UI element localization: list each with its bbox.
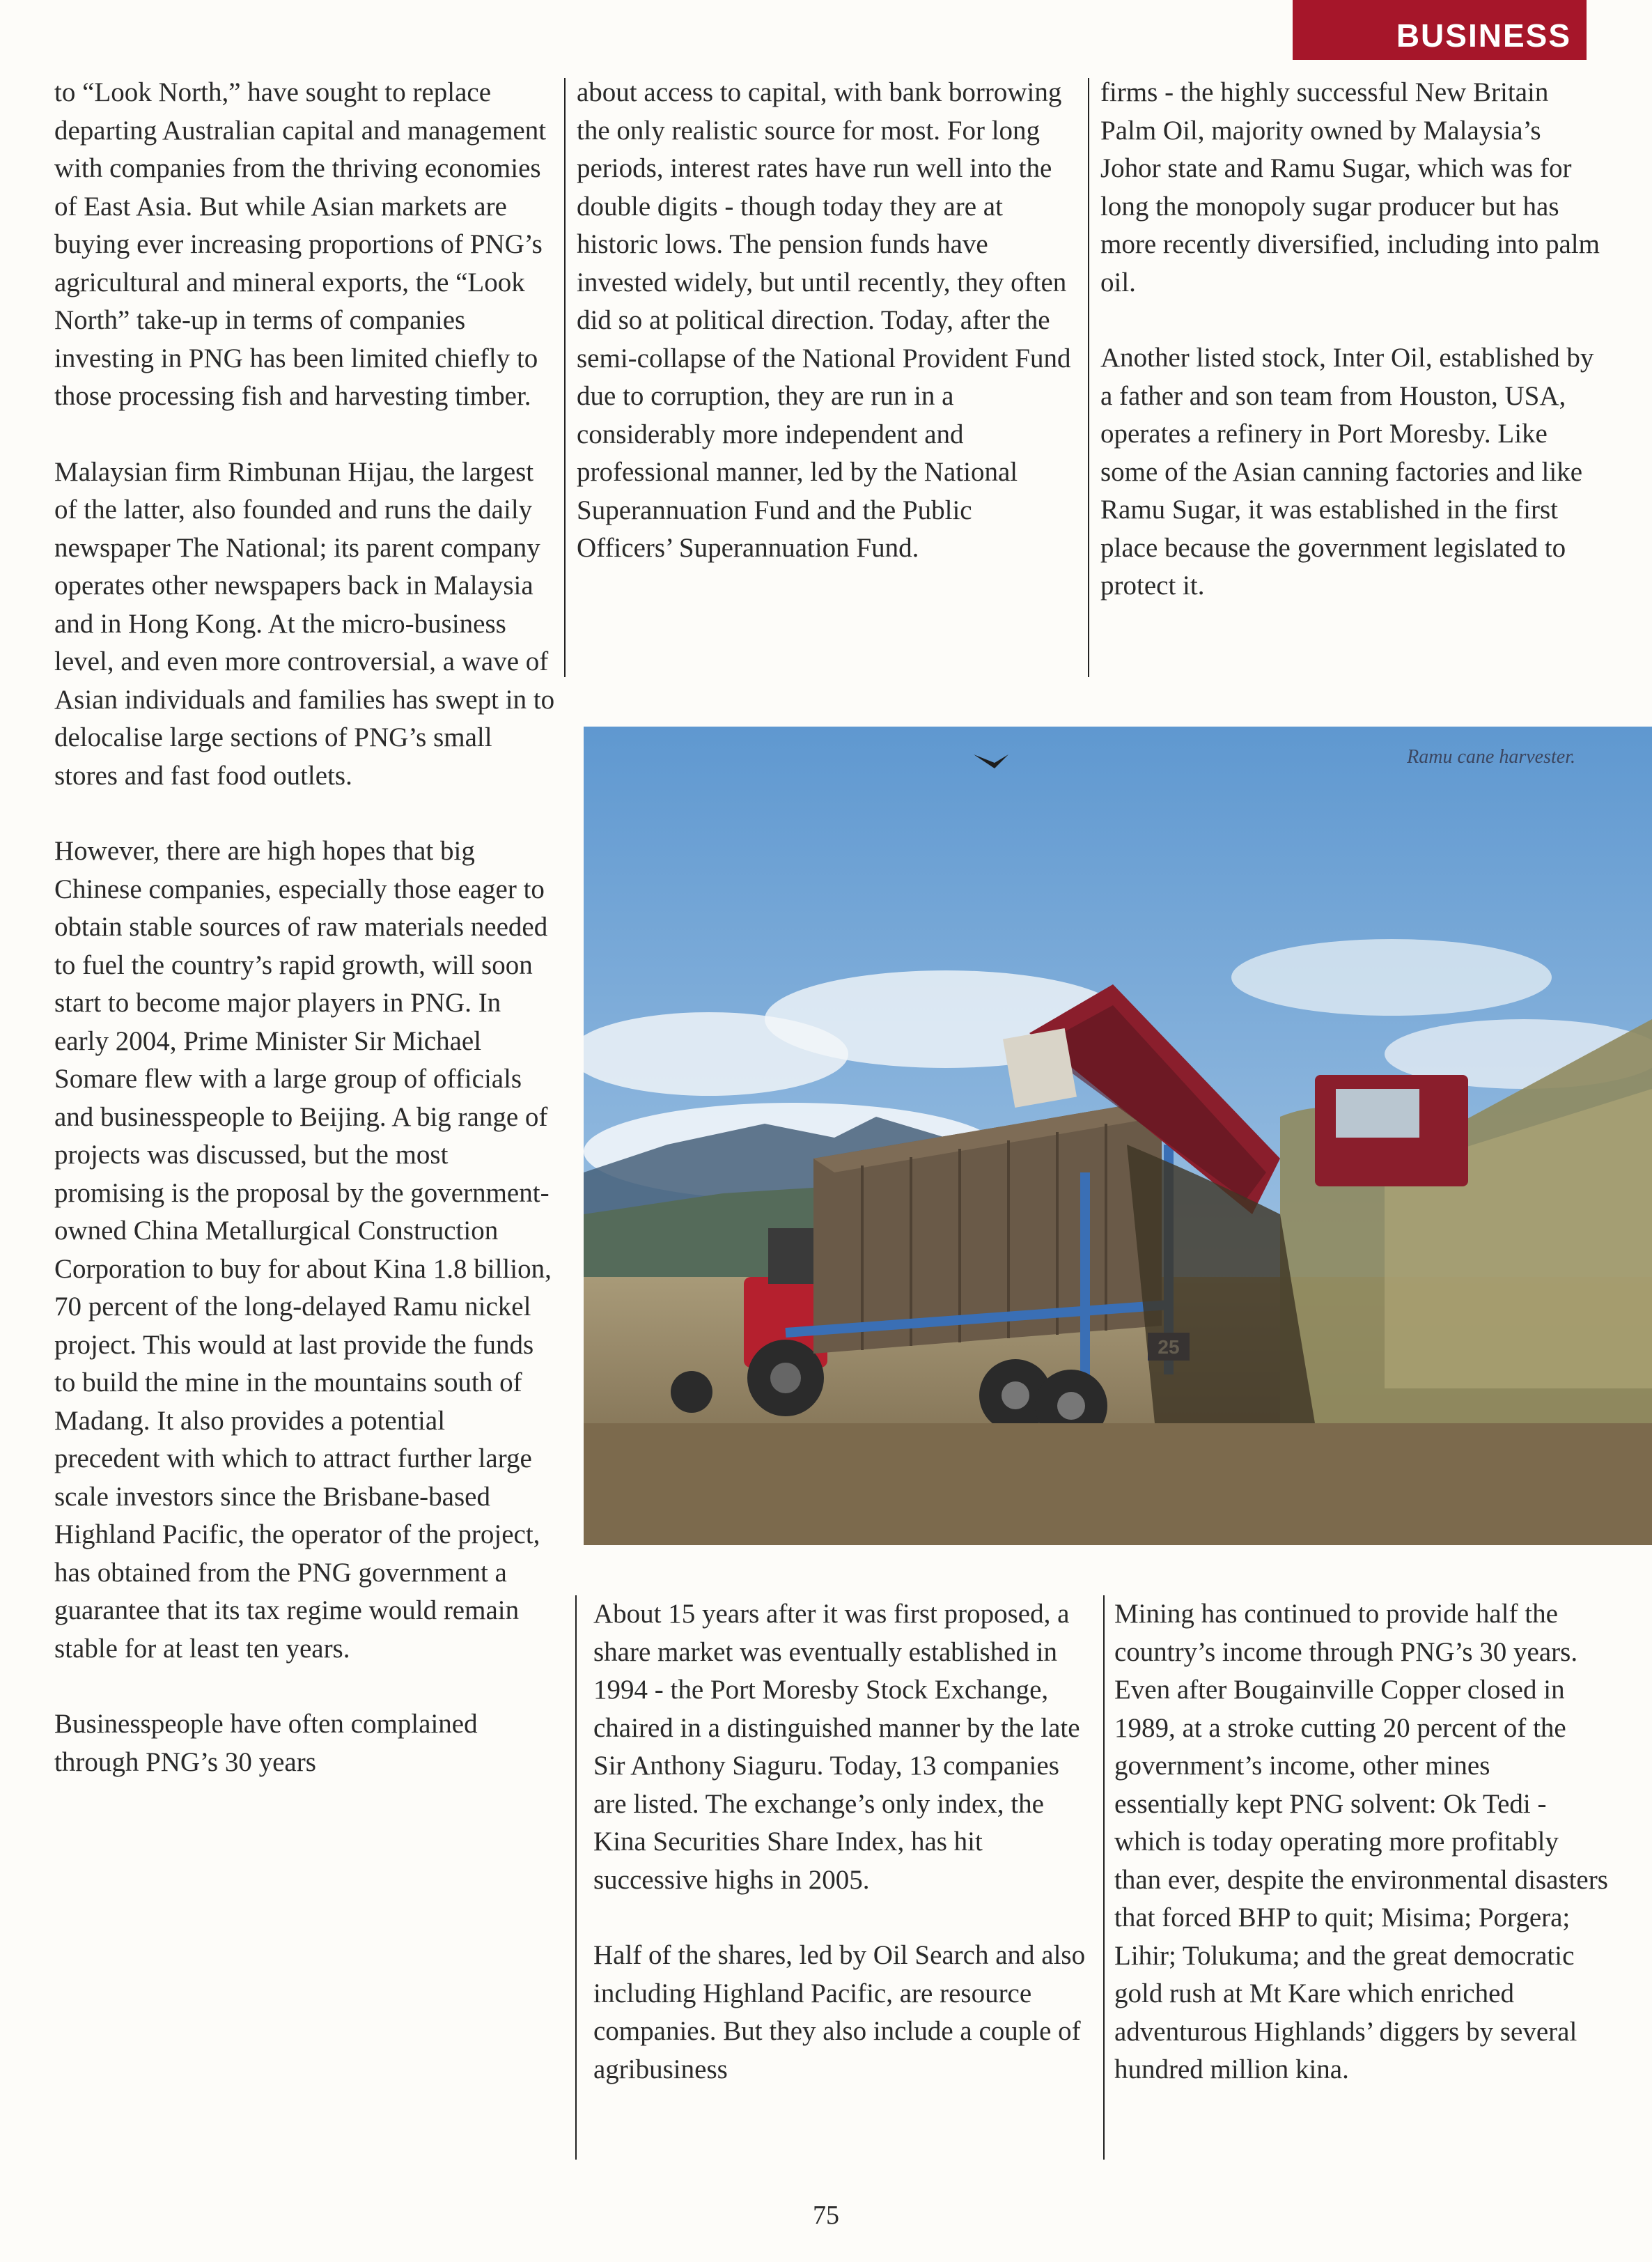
column-1 bbox=[54, 74, 557, 1781]
paragraph: Malaysian firm Rimbunan Hijau, the largest of the latter, also founded and runs the daily newspaper The National; its parent company operates other newspapers back in Malaysia and in Hong Kong. At the micro-business level, and even more controversial, a wave of Asian individuals and families has swept in to delocalise large sections of PNG’s small stores and fast food outlets. bbox=[54, 456, 555, 791]
column-3-bottom bbox=[1114, 1595, 1610, 2089]
paragraph: about access to capital, with bank borrowing the only realistic source for most. For long periods, interest rates have run well into the double digits - though today they are at historic lows. The pension funds have invested widely, but until recently, they often did so at political direction. Today, after the semi-collapse of the National Provident Fund due to corruption, they are run in a considerably more independent and professional manner, led by the National Superannuation Fund and the Public Officers’ Superannuation Fund. bbox=[577, 77, 1071, 563]
column-rule bbox=[1103, 1595, 1105, 2160]
paragraph: However, there are high hopes that big Chinese companies, especially those eager to obtain stable sources of raw materials needed to fuel the country’s rapid growth, will soon start to become major players in PNG. In early 2004, Prime Minister Sir Michael Somare flew with a large group of officials and businesspeople to Beijing. A big range of projects was discussed, but the most promising is the proposal by the government-owned China Metallurgical Construction Corporation to buy for about Kina 1.8 billion, 70 percent of the long-delayed Ramu nickel project. This would at last provide the funds to build the mine in the mountains south of Madang. It also provides a potential precedent with which to attract further large scale investors since the Brisbane-based Highland Pacific, the operator of the project, has obtained from the PNG government a guarantee that its tax regime would remain stable for at least ten years. bbox=[54, 836, 552, 1664]
paragraph: Half of the shares, led by Oil Search and also including Highland Pacific, are resource companies. But they also include a couple of agribusiness bbox=[593, 1940, 1086, 2084]
paragraph: Businesspeople have often complained through PNG’s 30 years bbox=[54, 1709, 478, 1777]
paragraph: to “Look North,” have sought to replace departing Australian capital and management with companies from the thriving economies of East Asia. But while Asian markets are buying ever increasing proportions of PNG’s agricultural and mineral exports, the “Look North” take-up in terms of companies investing in PNG has been limited chiefly to those processing fish and harvesting timber. bbox=[54, 77, 547, 411]
paragraph: firms - the highly successful New Britain Palm Oil, majority owned by Malaysia’s Johor state and Ramu Sugar, which was for long the monopoly sugar producer but has more recently diversified, including into palm oil. bbox=[1100, 77, 1600, 297]
photo-caption: Ramu cane harvester. bbox=[1407, 746, 1575, 768]
column-2-top bbox=[577, 74, 1071, 568]
column-3-top bbox=[1100, 74, 1602, 605]
cane-harvester-photo bbox=[584, 727, 1652, 1545]
paragraph: Mining has continued to provide half the country’s income through PNG’s 30 years. Even after Bougainville Copper closed in 1989, at a stroke cutting 20 percent of the government’s income, other mines essentially kept PNG solvent: Ok Tedi - which is today operating more profitably than ever, despite the environmental disasters that forced BHP to quit; Misima; Porgera; Lihir; Tolukuma; and the great democratic gold rush at Mt Kare which enriched adventurous Highlands’ diggers by several hundred million kina. bbox=[1114, 1599, 1608, 2084]
column-rule bbox=[1088, 78, 1089, 677]
photo-illustration bbox=[584, 727, 1652, 1545]
page-number: 75 bbox=[813, 2201, 839, 2230]
column-2-bottom bbox=[593, 1595, 1089, 2089]
paragraph: Another listed stock, Inter Oil, established by a father and son team from Houston, USA, operates a refinery in Port Moresby. Like some of the Asian canning factories and like Ramu Sugar, it was established in the first place because the government legislated to protect it. bbox=[1100, 343, 1594, 601]
section-label: BUSINESS bbox=[1396, 17, 1571, 54]
column-rule bbox=[575, 1595, 577, 2160]
column-rule bbox=[564, 78, 566, 677]
paragraph: About 15 years after it was first proposed, a share market was eventually established in 1994 - the Port Moresby Stock Exchange, chaired in a distinguished manner by the late Sir Anthony Siaguru. Today, 13 companies are listed. The exchange’s only index, the Kina Securities Share Index, has hit successive highs in 2005. bbox=[593, 1599, 1080, 1895]
section-header bbox=[1293, 0, 1587, 60]
